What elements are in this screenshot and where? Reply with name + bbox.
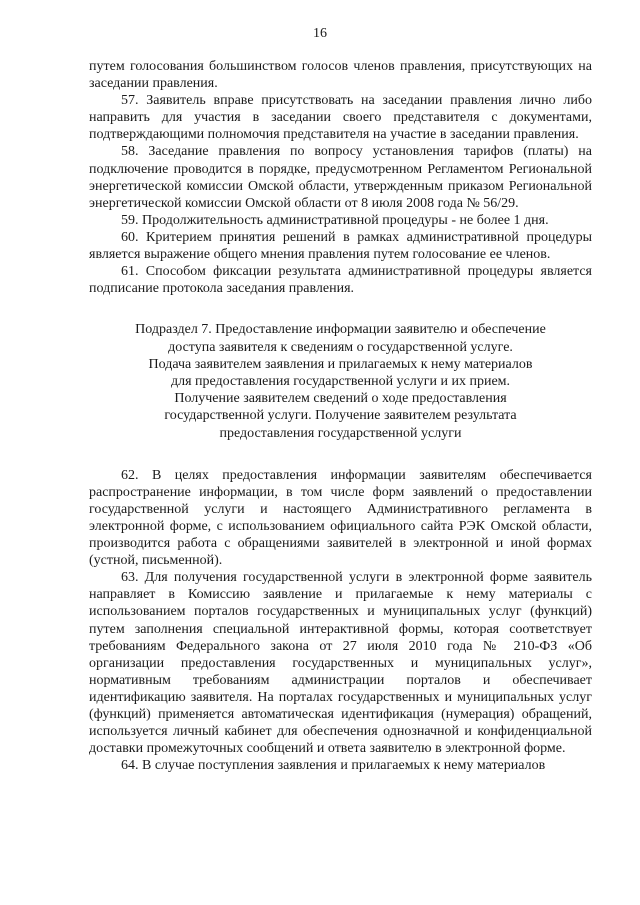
page-number: 16 — [313, 26, 327, 41]
paragraph-60: 60. Критерием принятия решений в рамках административной процедуры является выражение общего мнения правления путем голосование ее членов. — [89, 229, 592, 263]
section-heading-line: Подраздел 7. Предоставление информации заявителю и обеспечение — [135, 322, 546, 338]
paragraph-64: 64. В случае поступления заявления и прилагаемых к нему материалов — [121, 758, 546, 774]
paragraph-63: 63. Для получения государственной услуги в электронной форме заявитель направляет в Комиссию заявление и прилагаемые к нему материалы с использованием порталов государственных и муниципальных услуг (функций) путем заполнения специальной интерактивной формы, которая соответствует требованиям Федерального закона от 27 июля 2010 года № 210-ФЗ «Об организации предоставления государственных и муниципальных услуг», нормативным требованиям администрации порталов и обеспечивает идентификацию заявителя. На порталах государственных и муниципальных услуг (функций) применяется автоматическая идентификация (нумерация) обращений, используется личный кабинет для обеспечения однозначной и конфиденциальной доставки промежуточных сообщений и ответа заявителю в электронной форме. — [89, 570, 592, 757]
section-heading-line: для предоставления государственной услуги и их прием. — [170, 373, 511, 389]
section-heading-line: доступа заявителя к сведениям о государственной услуге. — [168, 339, 513, 355]
paragraph-58: 58. Заседание правления по вопросу установления тарифов (платы) на подключение проводится в порядке, предусмотренном Регламентом Региональной энергетической комиссии Омской области, утвержденным приказом Региональной энергетической комиссии Омской области от 8 июля 2008 года № 56/29. — [89, 144, 592, 211]
paragraph-continuation: путем голосования большинством голосов членов правления, присутствующих на заседании правления. — [89, 59, 592, 92]
section-heading-line: Получение заявителем сведений о ходе предоставления — [174, 391, 507, 407]
section-heading — [89, 321, 592, 441]
paragraph-57: 57. Заявитель вправе присутствовать на заседании правления лично либо направить для участия в заседании своего представителя с документами, подтверждающими полномочия представителя на участие в заседании правления. — [89, 93, 592, 143]
document-body — [89, 58, 592, 774]
section-heading-line: Подача заявителем заявления и прилагаемых к нему материалов — [148, 356, 533, 372]
paragraph-59: 59. Продолжительность административной процедуры - не более 1 дня. — [121, 212, 549, 228]
section-heading-line: предоставления государственной услуги — [219, 425, 462, 441]
section-heading-line: государственной услуги. Получение заявителем результата — [164, 408, 517, 424]
paragraph-61: 61. Способом фиксации результата административной процедуры является подписание протокола заседания правления. — [89, 264, 592, 297]
paragraph-62: 62. В целях предоставления информации заявителям обеспечивается распространение информации, в том числе форм заявлений о предоставлении государственной услуги и настоящего Административного регламента в электронной форме, с использованием официального сайта РЭК Омской области, производится работа с обращениями заявителей в электронной и иной формах (устной, письменной). — [89, 467, 592, 569]
